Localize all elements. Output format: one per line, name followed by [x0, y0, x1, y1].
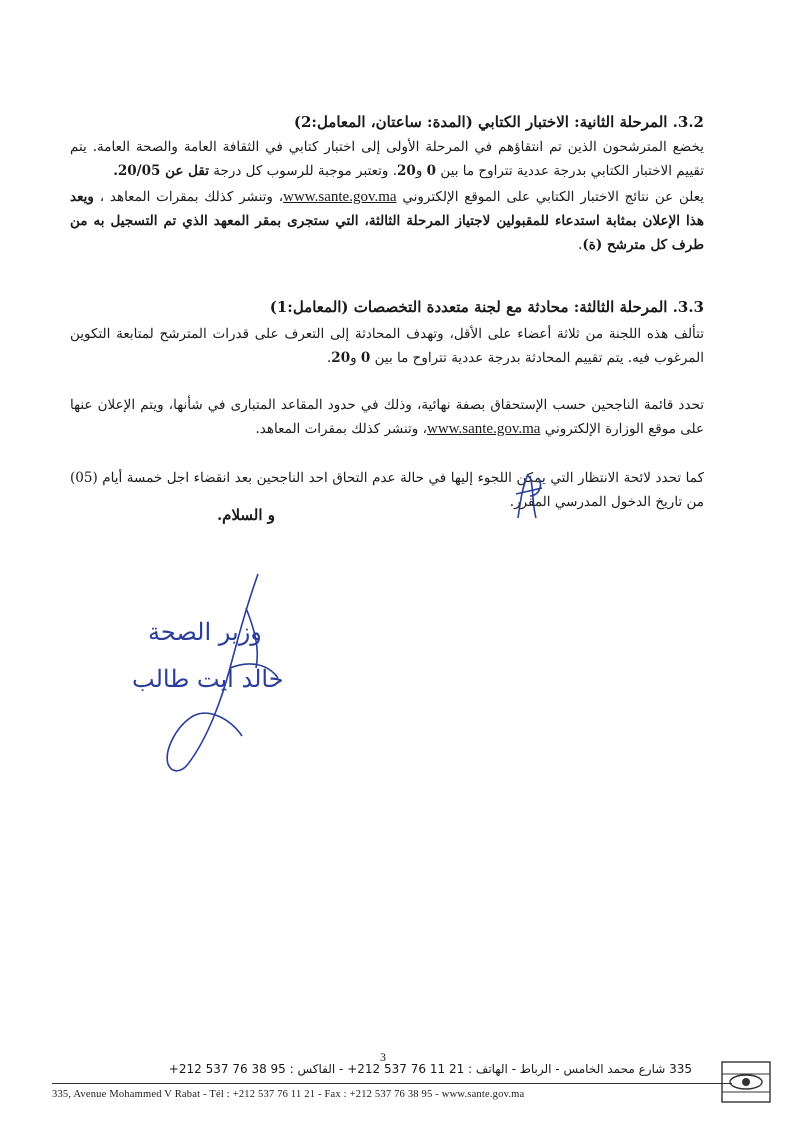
- signature-scribble-icon: [160, 568, 290, 778]
- text-run: .: [327, 350, 332, 366]
- text-run: .: [113, 163, 118, 179]
- failing-threshold: تقل عن 20/05: [117, 163, 209, 179]
- section-3-2-paragraph-1: [70, 135, 704, 183]
- text-run: و: [350, 350, 361, 366]
- text-run: يخضع المترشحون الذين تم انتقاؤهم في المرحلة الأولى إلى اختبار كتابي في الثقافة العامة والصحة العامة. يتم تقييم الاختبار الكتابي بدرجة عددية تتراوح ما بين: [70, 139, 704, 179]
- text-run: ، وتنشر كذلك بمقرات المعاهد ،: [93, 189, 284, 205]
- closing-salutation: و السلام.: [216, 506, 275, 524]
- signature-title: وزير الصحة: [148, 618, 262, 646]
- final-paragraph-1: [70, 393, 704, 441]
- page-number: 3: [380, 1050, 386, 1064]
- final-paragraph-2: كما تحدد لائحة الانتظار التي يمكن اللجوء إليها في حالة عدم التحاق احد الناجحين بعد انقضاء اجل خمسة أيام (05) من تاريخ الدخول المدرسي المقرر.: [70, 470, 704, 510]
- text-run: تحدد قائمة الناجحين حسب الإستحقاق بصفة نهائية، وذلك في حدود المقاعد المتبارى في شأنها، ويتم الإعلان عنها على موقع الوزارة الإلكتروني: [70, 397, 704, 437]
- text-run: . وتعتبر موجبة للرسوب كل درجة: [208, 163, 398, 179]
- footer-divider: [52, 1083, 732, 1084]
- text-run: و: [415, 163, 427, 179]
- bold-notice: ويعد هذا الإعلان بمثابة استدعاء للمقبولين لاجتياز المرحلة الثالثة، التي ستجرى بمقر المعهد الذي تم التسجيل به من طرف كل مترشح (ة): [70, 189, 704, 253]
- text-run: ، وتنشر كذلك بمقرات المعاهد.: [255, 421, 427, 437]
- text-run: يعلن عن نتائج الاختبار الكتابي على الموقع الإلكتروني: [396, 189, 705, 205]
- text-run: تتألف هذه اللجنة من ثلاثة أعضاء على الأقل، وتهدف المحادثة إلى التعرف على قدرات المترشح لمتابعة التكوين المرغوب فيه. يتم تقييم المحادثة بدرجة عددية تتراوح ما بين: [70, 326, 704, 366]
- website-link[interactable]: www.sante.gov.ma: [283, 189, 397, 205]
- score-min: 0: [426, 163, 437, 179]
- score-max: 20: [331, 350, 351, 366]
- section-3-3-heading: 3.3. المرحلة الثالثة: محادثة مع لجنة متعددة التخصصات (المعامل:1): [269, 298, 704, 316]
- footer-french-address: 335, Avenue Mohammed V Rabat - Tél : +212 537 76 11 21 - Fax : +212 537 76 38 95 - www.sante.gov.ma: [52, 1089, 525, 1100]
- ministry-logo-icon: [716, 1060, 776, 1106]
- footer-arabic-address: 335 شارع محمد الخامس - الرباط - الهاتف : 21 11 76 537 212+ - الفاكس : 95 38 76 537 212+: [168, 1062, 692, 1076]
- website-link[interactable]: www.sante.gov.ma: [426, 421, 541, 437]
- score-min: 0: [360, 350, 371, 366]
- signature-name: خالد ايت طالب: [132, 665, 284, 693]
- section-3-2-paragraph-2: [70, 185, 704, 257]
- text-run: .: [578, 237, 583, 253]
- section-3-2-heading: 3.2. المرحلة الثانية: الاختبار الكتابي (المدة: ساعتان، المعامل:2): [293, 113, 704, 131]
- initials-mark-icon: [508, 470, 548, 522]
- section-3-3-paragraph-1: [70, 322, 704, 370]
- score-max: 20: [397, 163, 416, 179]
